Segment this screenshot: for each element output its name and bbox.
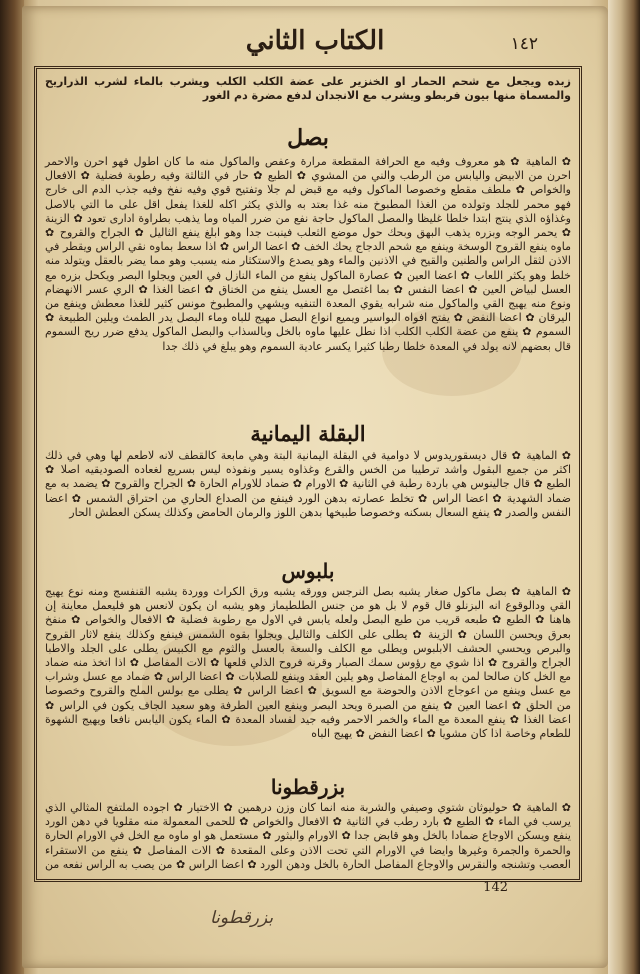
running-head — [22, 24, 608, 68]
folio-number-bottom: 142 — [483, 880, 508, 895]
book-title: الكتاب الثاني — [245, 26, 385, 56]
left-page-edge — [0, 0, 24, 974]
manuscript-page — [22, 6, 608, 968]
section-body: ✿ الماهية ✿ بصل ماكول صغار يشبه بصل النرجس وورقه يشبه ورق الكراث ووردة يشبه القنفسج ومنه نوع يهيج القي ودالوقوع انه البزنلو قال قوم لا بل هو من جنس الطلطيماز وهو يشبه ان يكون لانعس هو فليعمل معاينة إن هاهنا ✿ الطبع ✿ طبعه قريب من طبع البصل ولعله يابس في الاول مع رطوبة فضلية ✿ الافعال والخواص ✿ منفخ بعرق ويحسن اللسان ✿ الزينة ✿ يطلى على الكلف والثاليل ويجلوا بقوه الشمس فينفع وكذلك ينفع لاثار القروح والبرص ويحسي الحشف الابلبوس ويطلى مع الكلف والسعة بالعسل والثوم مع الكبيس يطلى على الجلد والاطبا الجراح والقروح ✿ اذا شوي مع رؤوس سمك الصبار وقرنه فروح الذلي قلعها ✿ الات المفاصل ✿ اذا اتخذ منه ضماد مع الخل كان صالحا لمن به اوجاع المفاصل وهو يلين العقد وينفع للصلابات ✿ اعضا الراس ✿ ضماد مع عسل وشراب مع عسل وينفع من اعوجاج الاذن والحوضة مع السويق ✿ اعضا الراس ✿ يطلى مع بولس الملح والقروح وخصوصا من الحلق ✿ اعضا العين ✿ ينفع من الصبرة ويحد البصر وينفع العين الطرفة وهو سعيد الجاف يكون في الراس ✿ اعضا الغذا ✿ ينفع المعدة مع الماء والخمر الاحمر وفيه جيد لفساد المعدة ✿ الماء يكون اليابس نافعا ويهيج الشهوة للطعام وخاصة اذا كان مشويا ✿ اعضا النفض ✿ يهيج الباه — [45, 585, 571, 741]
section-body: ✿ الماهية ✿ قال ديسقوريدوس لا دوامية في البقلة اليمانية البتة وهي مابعة كالقطف لانه لاطعم لها وهي في ذلك اكثر من جميع البقول واشد ترطيبا من الخس والقرع وغذاوه يسير ونفوذه ليس بسريع لغعاده الصوديقيه اصلا ✿ الطبع ✿ قال جالينوس هي باردة رطبة في الثانية ✿ الاورام ✿ ضماد للاورام الحارة ✿ الجراح والقروح ✿ يضمد به مع ضماد الشهدية ✿ اعضا الراس ✿ تخلط عصارته بدهن الورد فينفع من الصداع الحاري من احتراق الشمس ✿ اعضا النفس والصدر ✿ ينفع السعال بسكنه وخصوصا طبيخها بدهن اللوز والرمان الحامض وكذلك يسكن العطش الحار — [45, 449, 571, 519]
catchword: بزرقطونا — [210, 908, 274, 928]
section-heading: بصل — [287, 125, 329, 151]
section-heading: بلبوس — [281, 559, 335, 583]
page-stack-edge — [608, 0, 640, 974]
text-frame — [34, 66, 582, 882]
intro-text: زبده ويجعل مع شحم الحمار او الخنزير على عضة الكلب الكلب ويشرب بالماء لشرب الذراريح والمسماة منها بيون فربطو ويشرب مع الانجدان لدفع مضرة دم الغور — [45, 75, 571, 103]
section-body: ✿ الماهية ✿ حوليوثان شتوي وصيفي والشربة منه انما كان وزن درهمين ✿ الاختيار ✿ اجوده الملتفح المثالي الذي يرسب في الماء ✿ الطبع ✿ بارد رطب في الثانية ✿ الافعال والخواص ✿ للحمى المعمولة منه مقلويا في دهن الورد ينفع ويسكن الاوجاع ضمادا بالخل وهو قابض جدا ✿ الاورام والبثور ✿ مستعمل هو او ماوه مع الخل في الاورام الحارة والحمرة والجمرة وغيرها وايضا في الاورام التي تحت الاذن وعلى المقعدة ✿ الات المفاصل ✿ ينفع من الاستقراء العصب وتشنجه والنقرس والاوجاع المفاصل الحارة بالخل ودهن الورد ✿ اعضا الراس ✿ من يصب به الراس نفعه من — [45, 801, 571, 871]
folio-number-top: ١٤٢ — [510, 34, 538, 54]
section-body: ✿ الماهية ✿ هو معروف وفيه مع الحرافة المقطعة مرارة وعفص والماكول منه ما كان اطول فهو احرن والاحمر احرن من الابيض واليابس من الرطب والني من المشوي ✿ الطبع ✿ حار في الثالثة وفيه رطوبة فضلية ✿ الافعال والخواص ✿ ملطف مقطع وخصوصا الماكول وفيه مع قبض لم جلا وتفتيح قوي وفيه نفخ وفيه جذب الدم الى خارج فهو محمر للجلد وتولده من الغذا المطبوخ منه غذا بعتد به والذي يكثر اكله للغذا يفعل اقل على ما التي بالاصل وغذاؤه الذي ينتج ابتدا خلطا غليظا والمصل الماكول حاجة نفع من ضرر المياه وما يذهب بطراوة ادارى تعود ✿ الزينة ✿ يحمر الوجه وبزره يذهب البهق وبحك حول موضع الثعلب فينبت جدا وهو ابلغ ينفع الثاليل ✿ الجراح والقروح ✿ ماوه ينفع القروح الوسخة وينفع مع شحم الدجاج يحك الخف ✿ اعضا الراس ✿ اذا سعط بماوه نقي الراس ويقطر في الاذن لثقل الراس والطنين والقيح في الاذنين والماء وهو يصدع والاستكثار منه يسبب وهو مما يضر بالعقل ويتولد منه خلط وهو يكثر اللعاب ✿ اعضا العين ✿ عصارة الماكول ينفع من الماء النازل في العين ويجلوا البصر ويكحل بزره مع العسل لبياض العين ✿ اعضا النفس ✿ بما اغتصل مع العسل ينفع من الخناق ✿ اعضا الغذا ✿ الري عسر الانهضام ونوع منه يهيج القي والماكول منه شرابه يقوي المعدة التنفيه ويشهي والمطبوخ مونس كثير للغذا معطش وينفع من اليرقان ✿ اعضا النفض ✿ يفتح افواه البواسير ويميع انواع البصل مهيج للباه وماء البصل يدر الطمث ويلين الطبيعة ✿ السموم ✿ ينفع من عضة الكلب الكلب اذا نطل عليها ماوه بالخل وبالسذاب والبصل الماكول يدفع ضرر ريح السموم قال بعضهم لانه يولد في المعدة خلطا رطبا كثيرا يكسر عادية السموم وهو يبلغ في ذلك جدا — [45, 155, 571, 353]
section-heading: بزرقطونا — [270, 775, 346, 799]
section-heading: البقلة اليمانية — [250, 421, 366, 446]
